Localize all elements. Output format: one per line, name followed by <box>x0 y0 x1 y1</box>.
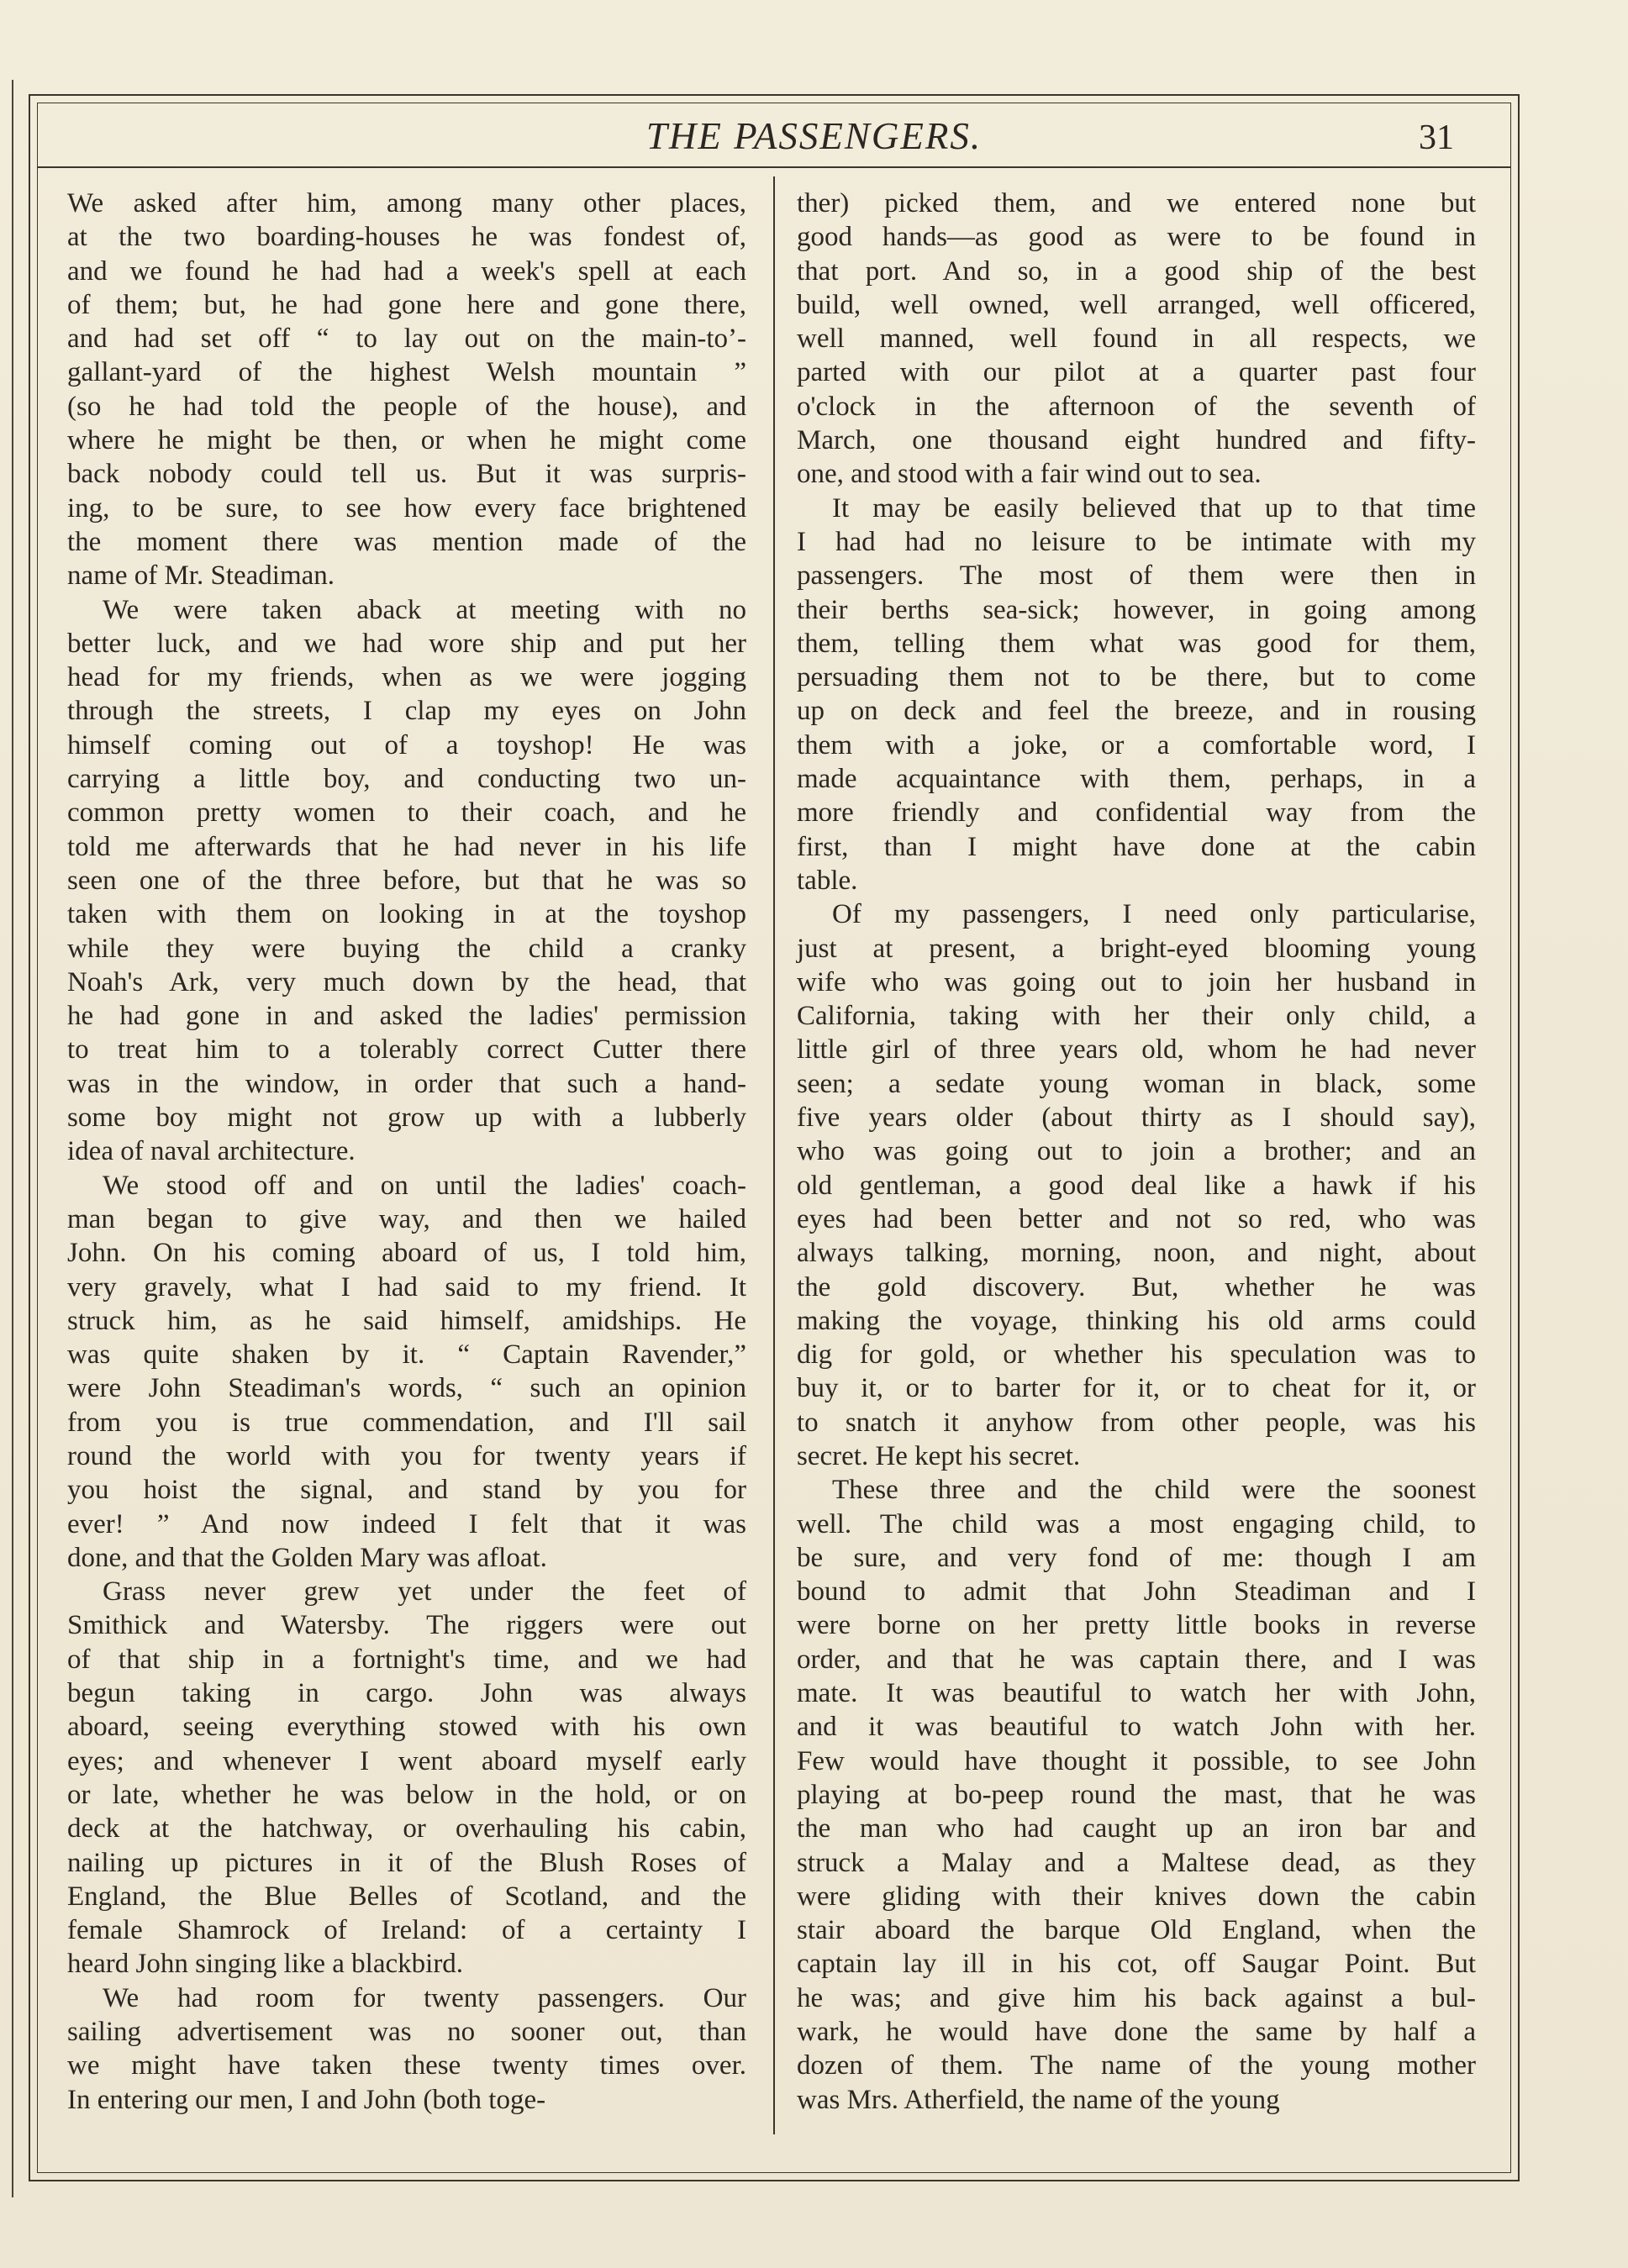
text-line: were John Steadiman's words, “ such an opinion <box>67 1373 746 1404</box>
text-line: through the streets, I clap my eyes on John <box>67 696 746 727</box>
text-line: playing at bo-peep round the mast, that he was <box>797 1779 1476 1810</box>
text-line: more friendly and confidential way from the <box>797 797 1476 829</box>
text-line: buy it, or to barter for it, or to cheat for it, or <box>797 1373 1476 1404</box>
text-line: These three and the child were the soonest <box>832 1475 1476 1506</box>
text-line: the man who had caught up an iron bar and <box>797 1813 1476 1844</box>
text-line: wark, he would have done the same by half a <box>797 2017 1476 2048</box>
text-line: he was; and give him his back against a bul- <box>797 1982 1476 2013</box>
text-line: We had room for twenty passengers. Our <box>103 1982 746 2013</box>
text-line: their berths sea-sick; however, in going among <box>797 594 1476 625</box>
text-line: o'clock in the afternoon of the seventh of <box>797 391 1476 422</box>
text-line: March, one thousand eight hundred and fifty- <box>797 425 1476 456</box>
text-line: dig for gold, or whether his speculation was to <box>797 1339 1476 1371</box>
text-line: begun taking in cargo. John was always <box>67 1678 746 1709</box>
text-line: struck a Malay and a Maltese dead, as they <box>797 1847 1476 1878</box>
column-divider <box>773 176 775 2134</box>
text-line: of that ship in a fortnight's time, and we had <box>67 1644 746 1675</box>
text-line: secret. He kept his secret. <box>797 1440 1081 1471</box>
text-line: at the two boarding-houses he was fondest of, <box>67 222 746 253</box>
text-line: was quite shaken by it. “ Captain Ravender,” <box>67 1339 746 1371</box>
text-line: Of my passengers, I need only particularise, <box>832 899 1476 930</box>
text-line: where he might be then, or when he might come <box>67 425 746 456</box>
text-line: captain lay ill in his cot, off Saugar Point. But <box>797 1949 1476 1980</box>
text-line: who was going out to join a brother; and an <box>797 1136 1476 1167</box>
text-line: California, taking with her their only child, a <box>797 1001 1476 1032</box>
text-line: was in the window, in order that such a hand- <box>67 1068 746 1099</box>
text-line: parted with our pilot at a quarter past four <box>797 357 1476 388</box>
text-line: be sure, and very fond of me: though I am <box>797 1542 1476 1573</box>
text-line: dozen of them. The name of the young mother <box>797 2050 1476 2081</box>
text-line: to snatch it anyhow from other people, was his <box>797 1407 1476 1438</box>
text-line: gallant-yard of the highest Welsh mountain ” <box>67 357 746 388</box>
text-line: We asked after him, among many other places, <box>67 188 746 218</box>
text-line: we might have taken these twenty times over. <box>67 2050 746 2081</box>
text-line: seen one of the three before, but that he was so <box>67 865 746 896</box>
text-line: mate. It was beautiful to watch her with John, <box>797 1678 1476 1709</box>
text-line: well manned, well found in all respects, we <box>797 324 1476 355</box>
text-line: and had set off “ to lay out on the main-to’- <box>67 324 746 355</box>
text-line: and it was beautiful to watch John with her. <box>797 1712 1476 1743</box>
text-line: head for my friends, when as we were jogging <box>67 662 746 693</box>
text-line: making the voyage, thinking his old arms could <box>797 1305 1476 1336</box>
text-line: idea of naval architecture. <box>67 1136 356 1167</box>
text-line: seen; a sedate young woman in black, some <box>797 1068 1476 1099</box>
text-line: struck him, as he said himself, amidships. He <box>67 1305 746 1336</box>
text-line: deck at the hatchway, or overhauling his cabin, <box>67 1813 746 1844</box>
text-line: Grass never grew yet under the feet of <box>103 1576 746 1608</box>
text-line: that port. And so, in a good ship of the best <box>797 255 1476 287</box>
text-line: the moment there was mention made of the <box>67 526 746 557</box>
text-line: little girl of three years old, whom he had never <box>797 1034 1476 1066</box>
text-line: name of Mr. Steadiman. <box>67 560 335 592</box>
text-line: carrying a little boy, and conducting two un- <box>67 764 746 795</box>
text-line: round the world with you for twenty years if <box>67 1440 746 1471</box>
text-line: We were taken aback at meeting with no <box>103 594 746 625</box>
text-line: aboard, seeing everything stowed with his own <box>67 1712 746 1743</box>
text-line: done, and that the Golden Mary was afloat. <box>67 1542 547 1573</box>
text-line: stair aboard the barque Old England, when the <box>797 1915 1476 1946</box>
outer-left-rule <box>12 80 13 2197</box>
text-line: old gentleman, a good deal like a hawk if his <box>797 1170 1476 1201</box>
text-line: better luck, and we had wore ship and put her <box>67 628 746 659</box>
text-line: was Mrs. Atherfield, the name of the young <box>797 2084 1280 2115</box>
text-line: ther) picked them, and we entered none but <box>797 188 1476 218</box>
text-line: We stood off and on until the ladies' coach- <box>103 1170 746 1201</box>
text-line: them, telling them what was good for them, <box>797 628 1476 659</box>
text-line: just at present, a bright-eyed blooming young <box>797 933 1476 964</box>
text-line: In entering our men, I and John (both toge- <box>67 2084 546 2115</box>
text-line: I had had no leisure to be intimate with my <box>797 526 1476 557</box>
left-column <box>67 187 746 2117</box>
text-line: first, than I might have done at the cabin <box>797 831 1476 862</box>
text-line: were borne on her pretty little books in reverse <box>797 1610 1476 1641</box>
text-line: back nobody could tell us. But it was surpris- <box>67 459 746 490</box>
page-number: 31 <box>1419 118 1454 157</box>
header-rule <box>37 166 1511 168</box>
text-line: persuading them not to be there, but to come <box>797 662 1476 693</box>
text-line: taken with them on looking in at the toyshop <box>67 899 746 930</box>
text-line: of them; but, he had gone here and gone there, <box>67 289 746 320</box>
text-line: to treat him to a tolerably correct Cutter there <box>67 1034 746 1066</box>
text-line: always talking, morning, noon, and night, about <box>797 1238 1476 1269</box>
text-line: wife who was going out to join her husband in <box>797 966 1476 997</box>
text-line: female Shamrock of Ireland: of a certainty I <box>67 1915 746 1946</box>
text-line: order, and that he was captain there, and I was <box>797 1644 1476 1675</box>
text-line: eyes; and whenever I went aboard myself early <box>67 1745 746 1776</box>
running-title: THE PASSENGERS. <box>645 115 983 157</box>
text-line: bound to admit that John Steadiman and I <box>797 1576 1476 1608</box>
text-line: he had gone in and asked the ladies' permission <box>67 1001 746 1032</box>
text-line: passengers. The most of them were then in <box>797 560 1476 592</box>
text-line: Smithick and Watersby. The riggers were out <box>67 1610 746 1641</box>
text-line: or late, whether he was below in the hold, or on <box>67 1779 746 1810</box>
text-line: ing, to be sure, to see how every face brightened <box>67 492 746 524</box>
text-line: eyes had been better and not so red, who was <box>797 1203 1476 1234</box>
text-line: man began to give way, and then we hailed <box>67 1203 746 1234</box>
text-line: up on deck and feel the breeze, and in rousing <box>797 696 1476 727</box>
text-line: good hands—as good as were to be found in <box>797 222 1476 253</box>
text-line: Few would have thought it possible, to see John <box>797 1745 1476 1776</box>
text-line: table. <box>797 865 858 896</box>
text-line: and we found he had had a week's spell at each <box>67 255 746 287</box>
text-line: build, well owned, well arranged, well officered, <box>797 289 1476 320</box>
text-line: one, and stood with a fair wind out to sea. <box>797 459 1262 490</box>
text-line: John. On his coming aboard of us, I told him, <box>67 1238 746 1269</box>
text-line: made acquaintance with them, perhaps, in a <box>797 764 1476 795</box>
text-line: some boy might not grow up with a lubberly <box>67 1102 746 1134</box>
text-line: Noah's Ark, very much down by the head, that <box>67 966 746 997</box>
text-line: well. The child was a most engaging child, to <box>797 1508 1476 1539</box>
text-line: common pretty women to their coach, and he <box>67 797 746 829</box>
text-line: from you is true commendation, and I'll sail <box>67 1407 746 1438</box>
right-column <box>797 187 1476 2117</box>
text-line: ever! ” And now indeed I felt that it was <box>67 1508 746 1539</box>
text-line: heard John singing like a blackbird. <box>67 1949 464 1980</box>
text-line: told me afterwards that he had never in his life <box>67 831 746 862</box>
text-line: England, the Blue Belles of Scotland, and the <box>67 1881 746 1912</box>
text-line: nailing up pictures in it of the Blush Roses of <box>67 1847 746 1878</box>
text-line: sailing advertisement was no sooner out, than <box>67 2017 746 2048</box>
text-line: It may be easily believed that up to that time <box>832 492 1476 524</box>
text-line: five years older (about thirty as I should say), <box>797 1102 1476 1134</box>
text-line: were gliding with their knives down the cabin <box>797 1881 1476 1912</box>
text-line: the gold discovery. But, whether he was <box>797 1271 1476 1302</box>
text-line: them with a joke, or a comfortable word, I <box>797 729 1476 760</box>
text-line: you hoist the signal, and stand by you for <box>67 1475 746 1506</box>
text-line: very gravely, what I had said to my friend. It <box>67 1271 746 1302</box>
text-line: (so he had told the people of the house), and <box>67 391 746 422</box>
text-line: while they were buying the child a cranky <box>67 933 746 964</box>
text-line: himself coming out of a toyshop! He was <box>67 729 746 760</box>
